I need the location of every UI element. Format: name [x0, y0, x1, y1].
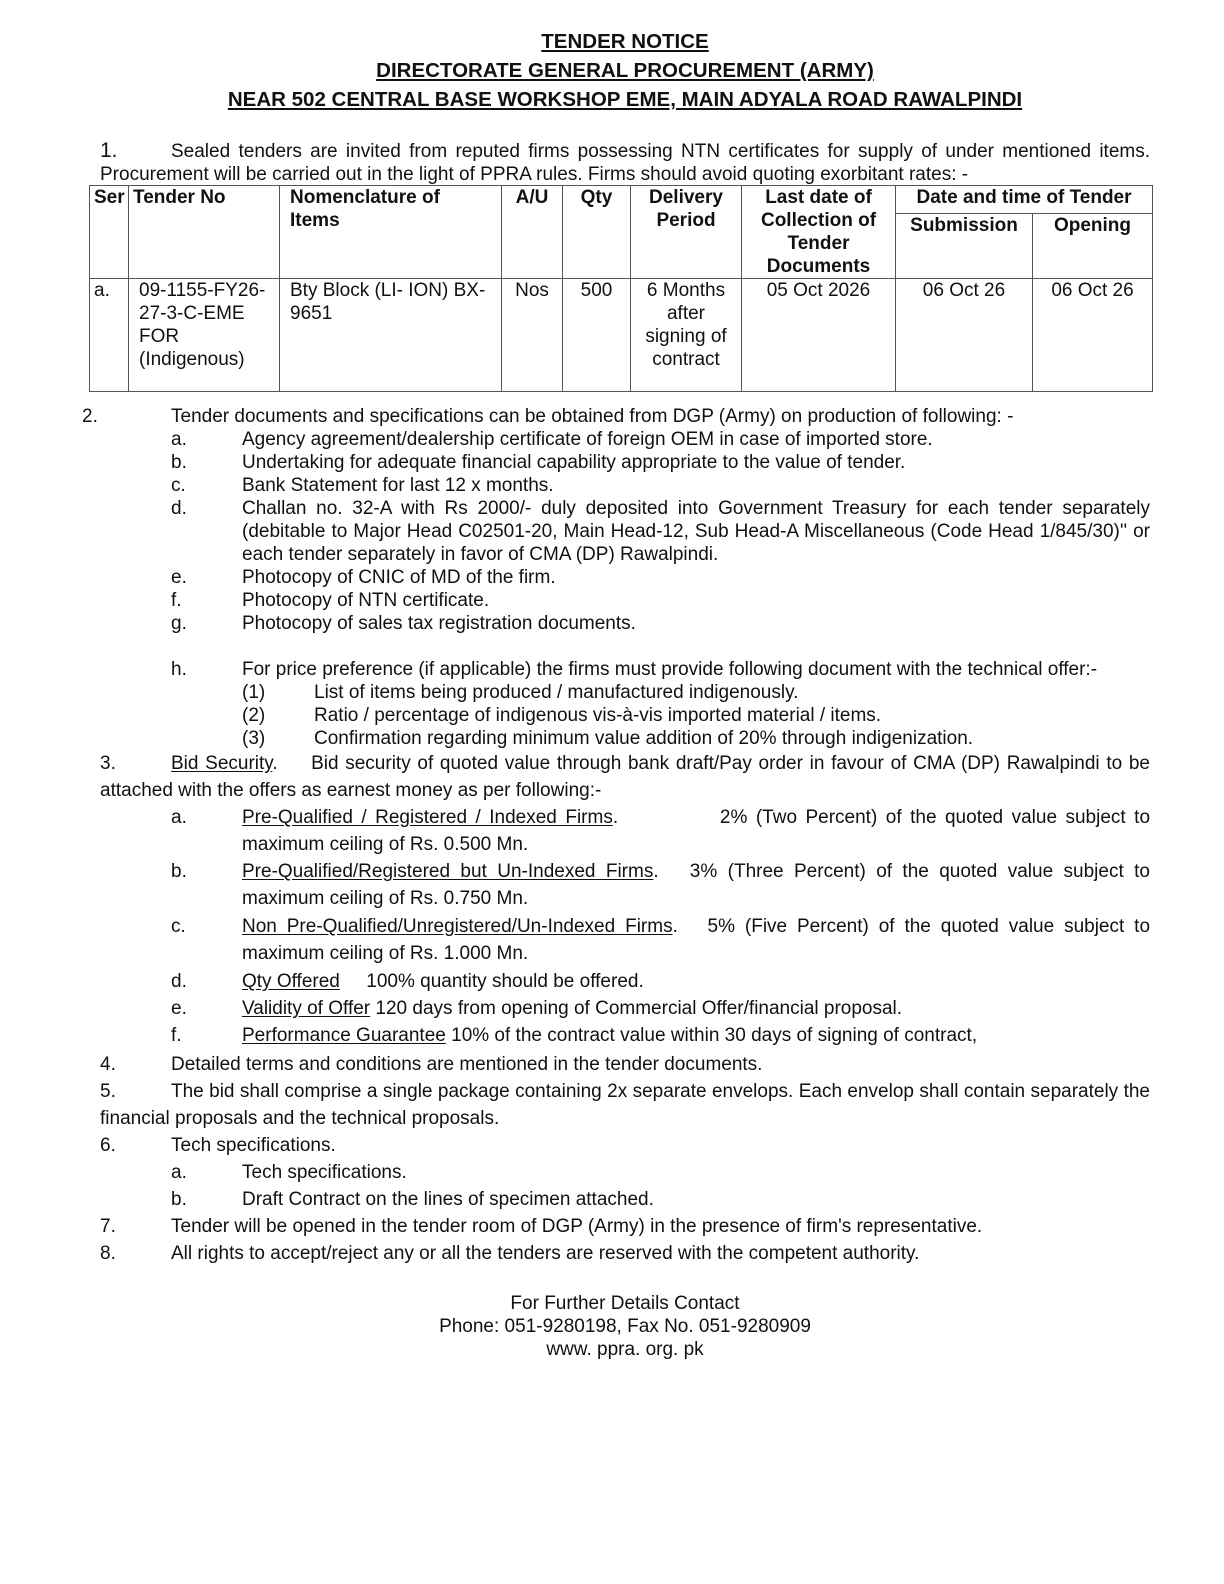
list-item-letter: c.	[171, 916, 186, 937]
list-item: a. Tech specifications.	[171, 1162, 407, 1183]
cell-ser: a.	[90, 279, 129, 392]
list-item-letter: f.	[171, 590, 182, 611]
list-item-letter: d.	[171, 498, 187, 519]
cell-last-date: 05 Oct 2026	[742, 279, 896, 392]
list-item-label: Pre-Qualified/Registered but Un-Indexed Firms	[242, 861, 654, 882]
bid-security-heading: Bid Security	[171, 753, 273, 774]
paragraphs-4-8	[0, 1051, 1224, 1267]
list-item-text: Challan no. 32-A with Rs 2000/- duly deposited into Government Treasury for each tender separately (debitable to Major Head C02501-20, Main Head-12, Sub Head-A Miscellaneous (Code Head 1/845/30)'' or each tender separately in favor of CMA (DP) Rawalpindi.	[242, 498, 1150, 565]
sub-item-text: Ratio / percentage of indigenous vis-à-vis imported material / items.	[314, 705, 882, 726]
sub-item-number: (1)	[242, 682, 266, 703]
col-header-tender-no: Tender No	[129, 186, 280, 279]
tender-table	[89, 185, 1153, 392]
paragraph-number: 3.	[100, 753, 116, 774]
list-item-letter: e.	[171, 567, 187, 588]
list-item-text: Bank Statement for last 12 x months.	[242, 475, 554, 496]
paragraph-number: 2.	[82, 406, 98, 427]
list-item-letter: a.	[171, 807, 187, 828]
list-item-letter: b.	[171, 861, 187, 882]
organization-name: DIRECTORATE GENERAL PROCUREMENT (ARMY)	[376, 59, 874, 82]
paragraph-5: 5. The bid shall comprise a single package containing 2x separate envelops. Each envelop shall contain separately the financial proposals and the technical proposals.	[100, 1081, 1150, 1129]
paragraph-4: 4. Detailed terms and conditions are mentioned in the tender documents.	[100, 1054, 763, 1075]
col-header-au: A/U	[502, 186, 563, 279]
list-item-text: 120 days from opening of Commercial Offer/financial proposal.	[375, 998, 903, 1019]
list-item-text: Photocopy of sales tax registration documents.	[242, 613, 636, 634]
cell-opening: 06 Oct 26	[1033, 279, 1153, 392]
notice-title: TENDER NOTICE	[541, 30, 709, 53]
cell-au: Nos	[502, 279, 563, 392]
paragraph-8: 8. All rights to accept/reject any or all the tenders are reserved with the competent authority.	[100, 1243, 920, 1264]
list-item-text: For price preference (if applicable) the firms must provide following document with the technical offer:-	[242, 659, 1098, 680]
list-item-label: Validity of Offer	[242, 998, 371, 1019]
col-header-opening: Opening	[1033, 213, 1153, 278]
col-header-date-time: Date and time of Tender	[896, 186, 1153, 214]
paragraph-text: Tender documents and specifications can be obtained from DGP (Army) on production of following: -	[171, 406, 1014, 427]
col-header-nomenclature: Nomenclature of Items	[280, 186, 502, 279]
contact-phone-fax: Phone: 051-9280198, Fax No. 051-9280909	[439, 1316, 811, 1337]
list-item-label: Non Pre-Qualified/Unregistered/Un-Indexed Firms	[242, 916, 673, 937]
list-item-letter: d.	[171, 971, 187, 992]
paragraph-1	[100, 139, 1150, 186]
list-item-letter: h.	[171, 659, 187, 680]
paragraph-2	[0, 405, 1224, 750]
paragraph-6: 6. Tech specifications.	[100, 1135, 336, 1156]
cell-submission: 06 Oct 26	[896, 279, 1033, 392]
sub-item-number: (2)	[242, 705, 266, 726]
cell-tender-no: 09-1155-FY26-27-3-C-EME FOR (Indigenous)	[129, 279, 280, 392]
col-header-qty: Qty	[563, 186, 631, 279]
contact-website: www. ppra. org. pk	[546, 1339, 704, 1360]
list-item-letter: e.	[171, 998, 187, 1019]
list-item-letter: g.	[171, 613, 187, 634]
notice-header	[0, 27, 1224, 114]
list-item-letter: f.	[171, 1025, 182, 1046]
list-item-label: Performance Guarantee	[242, 1025, 446, 1046]
cell-delivery: 6 Months after signing of contract	[631, 279, 742, 392]
list-item-text: 2% (Two Percent) of the quoted value subject to maximum ceiling of Rs. 0.500 Mn.	[242, 807, 1151, 855]
sub-item-number: (3)	[242, 728, 266, 749]
paragraph-7: 7. Tender will be opened in the tender room of DGP (Army) in the presence of firm's representative.	[100, 1216, 983, 1237]
list-item-letter: b.	[171, 452, 187, 473]
contact-heading: For Further Details Contact	[510, 1293, 740, 1314]
paragraph-text: Bid security of quoted value through bank draft/Pay order in favour of CMA (DP) Rawalpindi to be attached with the offers as earnest money as per following:-	[100, 753, 1150, 801]
list-item-text: 10% of the contract value within 30 days of signing of contract,	[451, 1025, 978, 1046]
paragraph-number: 1.	[100, 139, 118, 162]
list-item-label: Qty Offered	[242, 971, 340, 992]
contact-footer	[0, 1292, 1224, 1361]
list-item-text: 100% quantity should be offered.	[366, 971, 644, 992]
list-item-label: Pre-Qualified / Registered / Indexed Firms	[242, 807, 613, 828]
cell-nomenclature: Bty Block (LI- ION) BX-9651	[280, 279, 502, 392]
col-header-last-date: Last date of Collection of Tender Documents	[742, 186, 896, 279]
list-item-letter: a.	[171, 429, 187, 450]
cell-qty: 500	[563, 279, 631, 392]
organization-address: NEAR 502 CENTRAL BASE WORKSHOP EME, MAIN ADYALA ROAD RAWALPINDI	[227, 88, 1023, 111]
list-item-text: 3% (Three Percent) of the quoted value subject to maximum ceiling of Rs. 0.750 Mn.	[242, 861, 1150, 909]
table-row	[90, 279, 1153, 392]
list-item-text: Photocopy of CNIC of MD of the firm.	[242, 567, 556, 588]
sub-item-text: Confirmation regarding minimum value addition of 20% through indigenization.	[314, 728, 974, 749]
col-header-submission: Submission	[896, 213, 1033, 278]
table-header-row	[90, 186, 1153, 214]
paragraph-text: Sealed tenders are invited from reputed firms possessing NTN certificates for supply of under mentioned items. Procurement will be carried out in the light of PPRA rules. Firms should avoid quoting exorbitant rates: -	[100, 141, 1150, 185]
col-header-ser: Ser	[90, 186, 129, 279]
list-item-text: Undertaking for adequate financial capability appropriate to the value of tender.	[242, 452, 906, 473]
list-item-text: 5% (Five Percent) of the quoted value subject to maximum ceiling of Rs. 1.000 Mn.	[242, 916, 1151, 964]
list-item-text: Photocopy of NTN certificate.	[242, 590, 490, 611]
sub-item-text: List of items being produced / manufactured indigenously.	[314, 682, 799, 703]
list-item-letter: c.	[171, 475, 186, 496]
list-item: b. Draft Contract on the lines of specimen attached.	[171, 1189, 654, 1210]
paragraph-3: 3. Bid Security. Bid security of quoted value through bank draft/Pay order in favour of CMA (DP) Rawalpindi to be attached with the offers as earnest money as per following:- a. Pre-Qualified / Registered / Indexed Firms. 2% (Two Percent) of the quoted value subject to maximum ceiling of Rs. 0.500 Mn. b. Pre-Qualified/Registered but Un-Indexed Firms. 3% (Three Percent) of the quoted value subject to maximum ceiling of Rs. 0.750 Mn. c. Non Pre-Qualified/Unregistered/Un-Indexed Firms. 5% (Five Percent) of the quoted value subject to maximum ceiling of Rs. 1.000 Mn. d. Qty Offered 100% quantity should be offered. e. Validity of Offer 120 days from opening of Commercial Offer/financial proposal. f. Performance Guarantee 10% of the contract value within 30 days of signing of contract,	[0, 750, 1224, 1049]
col-header-delivery: Delivery Period	[631, 186, 742, 279]
list-item-text: Agency agreement/dealership certificate of foreign OEM in case of imported store.	[242, 429, 933, 450]
